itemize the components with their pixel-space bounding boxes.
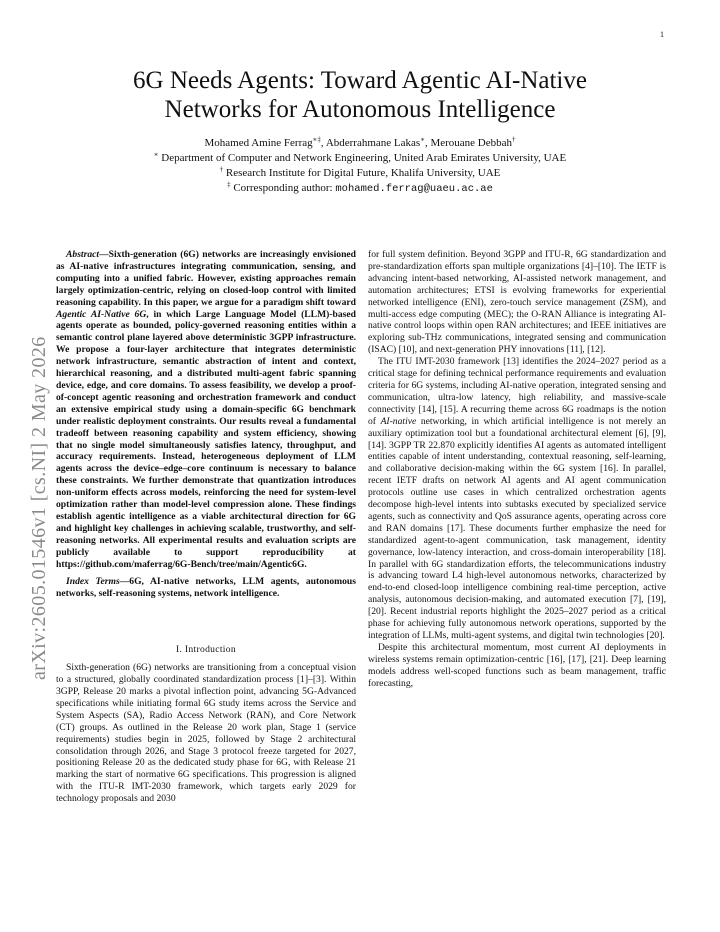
affiliation-1-mark: ∗ <box>153 150 159 159</box>
author-names: Mohamed Amine Ferrag∗‡, Abderrahmane Lakas∗, Merouane Debbah† <box>204 135 516 149</box>
index-terms-text: —6G, AI-native networks, LLM agents, autonomous networks, self-reasoning systems, network intelligence. <box>56 576 356 600</box>
right-paragraph-2-emphasis: AI-native <box>380 415 417 427</box>
affiliation-1-text: Department of Computer and Network Engineering, United Arab Emirates University, UAE <box>161 152 567 164</box>
abstract-text-2: , in which Large Language Model (LLM)-based agents operate as bounded, policy-governed reasoning entities within a semantic control plane layered above deterministic 3GPP infrastructure. We propose a four-layer architecture that integrates deterministic network infrastructure, semantic abstraction of intent and context, hierarchical reasoning, and a distributed multi-agent fabric spanning device, edge, and core domains. To assess feasibility, we develop a proof-of-concept agentic reasoning and orchestration framework and conduct an extensive empirical study using a domain-specific 6G benchmark under realistic deployment constraints. Our results reveal a fundamental tradeoff between reasoning capability and system efficiency, showing that no single model simultaneously satisfies latency, throughput, and accuracy requirements. Instead, heterogeneous deployment of LLM agents across the device–edge–core continuum is necessary to balance these constraints. We further demonstrate that quantization introduces non-uniform effects across models, reinforcing the need for system-level optimization rather than model-level compression alone. These findings establish agentic intelligence as a viable architectural direction for 6G and highlight key challenges in achieving scalable, trustworthy, and self-reasoning networks. All experimental results and evaluation scripts are publicly available to support reproducibility at https://github.com/maferrag/6G-Bench/tree/main/Agentic6G. <box>56 308 356 570</box>
corresponding-author <box>60 181 660 197</box>
intro-paragraph-1: Sixth-generation (6G) networks are transitioning from a conceptual vision to a structured, globally coordinated standardization process [1]–[3]. Within 3GPP, Release 20 marks a pivotal inflection point, advancing 5G-Advanced specifications while initiating formal 6G study items across the Service and System Aspects (SA), Radio Access Network (RAN), and Core Network (CT) groups. As outlined in the Release 20 work plan, Stage 1 (service requirements) studies begin in 2025, followed by Stage 2 architectural consolidation through 2026, and Stage 3 protocol freeze targeted for 2027, positioning Release 20 as the dedicated study phase for 6G, with Release 21 marking the start of normative 6G specifications. This progression is aligned with the ITU-R IMT-2030 framework, which targets early 2029 for technology proposals and 2030 <box>56 662 356 805</box>
affiliation-1 <box>60 151 660 166</box>
corresponding-mark: ‡ <box>227 180 231 189</box>
abstract-emphasis: Agentic AI-Native 6G <box>56 308 147 320</box>
arxiv-stamp-text: arXiv:2605.01546v1 [cs.NI] 2 May 2026 <box>28 336 50 680</box>
affiliation-2-text: Research Institute for Digital Future, Khalifa University, UAE <box>225 167 501 179</box>
author-2: Abderrahmane Lakas <box>325 137 421 149</box>
page-number: 1 <box>660 30 664 39</box>
abstract-text-1: —Sixth-generation (6G) networks are increasingly envisioned as AI-native infrastructures integrating communication, sensing, and computing into a unified fabric. However, existing approaches remain largely optimization-centric, relying on closed-loop control with limited reasoning capability. In this paper, we argue for a paradigm shift toward <box>56 249 356 308</box>
author-3-marks: † <box>512 135 516 144</box>
affiliation-2 <box>60 166 660 181</box>
right-paragraph-3: Despite this architectural momentum, most current AI deployments in wireless systems remain optimization-centric [16], [17], [21]. Deep learning models address well-scoped functions such as beam management, traffic forecasting, <box>368 641 666 689</box>
right-paragraph-1: for full system definition. Beyond 3GPP and ITU-R, 6G standardization and pre-standardization efforts span multiple organizations [4]–[10]. The IETF is advancing intent-based networking, AI-assisted network management, and automation architectures; ETSI is evolving frameworks for experiential networked intelligence (ENI), zero-touch service management (ZSM), and multi-access edge computing (MEC); the O-RAN Alliance is integrating AI-native control loops within open RAN architectures; and IEEE initiatives are exploring sub-THz communications, integrated sensing and communication (ISAC) [10], and next-generation PHY innovations [11], [12]. <box>368 249 666 356</box>
author-2-marks: ∗ <box>420 135 425 144</box>
left-column <box>56 249 356 805</box>
title-line-1: 6G Needs Agents: Toward Agentic AI-Native <box>133 67 587 94</box>
paper-title <box>60 66 660 124</box>
right-paragraph-2-a: The ITU IMT-2030 framework [13] identifies the 2024–2027 period as a critical stage for defining technical performance requirements and evaluation criteria for 6G systems, including AI-native operation, integrated sensing and communication, ultra-low latency, high reliability, and massive-scale connectivity [14], [15]. A recurring theme across 6G roadmaps is the notion of <box>368 356 666 427</box>
author-3: Merouane Debbah <box>430 137 513 149</box>
index-terms <box>56 576 356 600</box>
right-paragraph-2 <box>368 356 666 642</box>
author-1: Mohamed Amine Ferrag <box>204 137 313 149</box>
corresponding-email[interactable]: mohamed.ferrag@uaeu.ac.ae <box>335 183 493 195</box>
right-paragraph-2-b: networking, in which artificial intelligence is not merely an auxiliary optimization tool but a foundational architectural element [6], [9], [14]. 3GPP TR 22.870 explicitly identifies AI agents as automated intelligent entities capable of intent understanding, contextual reasoning, self-learning, and collaborative decision-making within the 6G system [16]. In parallel, recent IETF drafts on network AI agents and AI agent communication protocols outline use cases in which centralized orchestration agents decompose high-level intents into subtasks executed by specialized service agents, such as connectivity and QoS assurance agents, operating across core and RAN domains [17]. These documents further emphasize the need for standardized agent-to-agent communication, task management, identity governance, low-latency interaction, and cross-domain interoperability [18]. In parallel with 6G standardization efforts, the telecommunications industry is advancing toward L4 high-level autonomous networks, characterized by end-to-end closed-loop intelligence combining real-time perception, active analysis, autonomous decision-making, and automated execution [7], [19], [20]. Recent industrial reports highlight the 2025–2027 period as a critical phase for achieving fully autonomous network operations, supported by the integration of LLMs, multi-agent systems, and digital twin technologies [20]. <box>368 415 666 641</box>
title-line-2: Networks for Autonomous Intelligence <box>164 96 556 123</box>
index-terms-label: Index Terms <box>66 576 120 588</box>
author-block <box>60 136 660 197</box>
corresponding-label: Corresponding author: <box>233 182 333 194</box>
arxiv-stamp <box>8 220 48 700</box>
right-column <box>368 249 666 690</box>
author-1-marks: ∗‡ <box>312 135 321 144</box>
section-heading-introduction: I. Introduction <box>176 644 236 656</box>
abstract-label: Abstract <box>66 249 100 260</box>
affiliation-2-mark: † <box>219 165 224 174</box>
abstract <box>56 249 356 570</box>
